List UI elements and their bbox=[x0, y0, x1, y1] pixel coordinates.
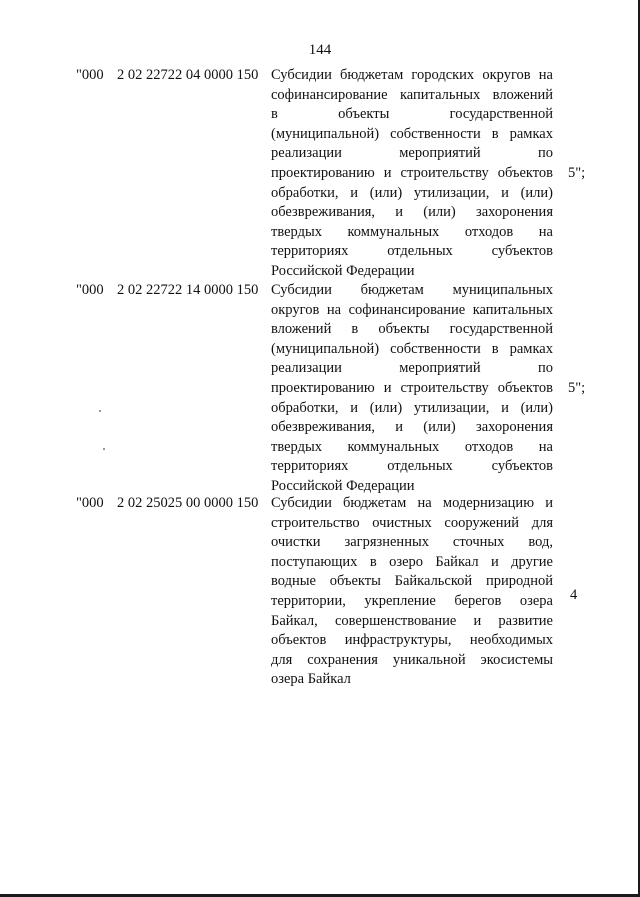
description-line: твердых коммунальных отходов на bbox=[271, 438, 553, 455]
row-prefix: "000 bbox=[76, 495, 104, 511]
description-line: софинансирование капитальных вложений bbox=[271, 86, 553, 103]
row-value: 5"; bbox=[568, 165, 586, 181]
page-number: 144 bbox=[308, 42, 332, 58]
description-line: твердых коммунальных отходов на bbox=[271, 223, 553, 240]
row-description bbox=[271, 494, 553, 690]
row-value: 5"; bbox=[568, 380, 586, 396]
classification-code: 2 02 25025 00 0000 150 bbox=[117, 495, 259, 511]
description-line: (муниципальной) собственности в рамках bbox=[271, 125, 553, 142]
scan-speck bbox=[99, 410, 101, 412]
description-line: реализации мероприятий по bbox=[271, 360, 553, 377]
description-line: проектированию и строительству объектов bbox=[271, 164, 553, 181]
description-line: реализации мероприятий по bbox=[271, 145, 553, 162]
description-line: Байкал, совершенствование и развитие bbox=[271, 612, 553, 629]
description-line: водные объекты Байкальской природной bbox=[271, 573, 553, 590]
scan-speck bbox=[103, 448, 105, 450]
description-line: Российской Федерации bbox=[271, 262, 415, 279]
description-line: территориях отдельных субъектов bbox=[271, 458, 553, 475]
row-description bbox=[271, 281, 553, 497]
description-line: строительство очистных сооружений для bbox=[271, 514, 553, 531]
description-line: территориях отдельных субъектов bbox=[271, 243, 553, 260]
description-line: обезвреживания, и (или) захоронения bbox=[271, 419, 553, 436]
classification-code: 2 02 22722 04 0000 150 bbox=[117, 67, 259, 83]
description-line: округов на софинансирование капитальных bbox=[271, 301, 553, 318]
row-value: 4 bbox=[570, 587, 578, 603]
description-line: обработки, и (или) утилизации, и (или) bbox=[271, 399, 553, 416]
description-line: озера Байкал bbox=[271, 671, 351, 688]
description-line: для сохранения уникальной экосистемы bbox=[271, 651, 553, 668]
description-line: в объекты государственной bbox=[271, 106, 553, 123]
description-line: вложений в объекты государственной bbox=[271, 321, 553, 338]
description-line: обработки, и (или) утилизации, и (или) bbox=[271, 184, 553, 201]
description-line: Субсидии бюджетам муниципальных bbox=[271, 282, 553, 298]
description-line: проектированию и строительству объектов bbox=[271, 379, 553, 396]
row-prefix: "000 bbox=[76, 282, 104, 298]
description-line: (муниципальной) собственности в рамках bbox=[271, 340, 553, 357]
description-line: Российской Федерации bbox=[271, 477, 415, 494]
description-line: обезвреживания, и (или) захоронения bbox=[271, 204, 553, 221]
description-line: поступающих в озеро Байкал и другие bbox=[271, 553, 553, 570]
description-line: очистки загрязненных сточных вод, bbox=[271, 534, 553, 551]
row-description bbox=[271, 66, 553, 282]
description-line: территории, укрепление берегов озера bbox=[271, 592, 553, 609]
description-line: Субсидии бюджетам на модернизацию и bbox=[271, 495, 553, 511]
description-line: Субсидии бюджетам городских округов на bbox=[271, 67, 553, 83]
row-prefix: "000 bbox=[76, 67, 104, 83]
classification-code: 2 02 22722 14 0000 150 bbox=[117, 282, 259, 298]
description-line: объектов инфраструктуры, необходимых bbox=[271, 632, 553, 649]
